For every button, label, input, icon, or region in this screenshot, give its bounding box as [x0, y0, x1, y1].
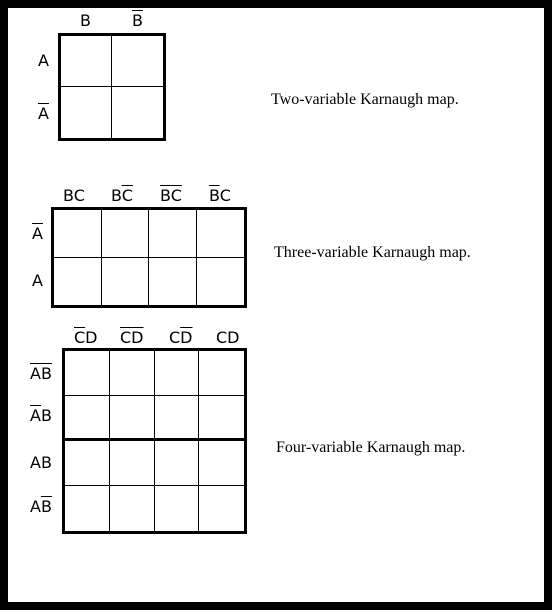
- map3-row-label-1: A: [32, 271, 43, 290]
- map3-row-label-0: $\overline{A}$: [32, 224, 43, 243]
- map2-row-label-1: $\overline{A}$: [38, 104, 49, 123]
- map3-cell: [197, 258, 245, 306]
- map4-cell: [65, 486, 110, 531]
- map4-cell: [65, 396, 110, 441]
- map4-row-label-2: AB: [30, 453, 52, 472]
- map2-row-label-0: A: [38, 51, 49, 70]
- map4-col-label-1: $\overline{C}\overline{D}$: [120, 328, 144, 347]
- map4-grid: [62, 348, 247, 534]
- map2-cell: [112, 36, 163, 87]
- map2-col-label-0: B: [80, 11, 91, 30]
- map2-grid: [58, 33, 166, 141]
- map3-grid: [51, 207, 247, 308]
- map3-cell: [197, 210, 245, 258]
- map2-col-label-1: $\overline{B}$: [132, 11, 143, 30]
- map4-cell: [110, 486, 155, 531]
- map3-col-label-1: $B\overline{C}$: [111, 186, 133, 205]
- map4-cell: [110, 441, 155, 486]
- map3-cell: [102, 210, 150, 258]
- map4-cell: [155, 396, 200, 441]
- map4-cell: [110, 396, 155, 441]
- map3-col-label-3: $\overline{B}C$: [209, 186, 231, 205]
- map2-cell: [112, 87, 163, 138]
- map3-caption: Three-variable Karnaugh map.: [274, 244, 471, 261]
- map3-cell: [54, 210, 102, 258]
- map3-cell: [149, 258, 197, 306]
- map2-cell: [61, 87, 112, 138]
- map4-row-label-0: $\overline{A}\overline{B}$: [30, 364, 52, 383]
- map3-cell: [54, 258, 102, 306]
- map2-caption: Two-variable Karnaugh map.: [271, 91, 459, 108]
- map4-cell: [65, 441, 110, 486]
- map4-cell: [155, 441, 200, 486]
- map4-col-label-2: $C\overline{D}$: [169, 328, 193, 347]
- map4-row-label-3: $A\overline{B}$: [30, 497, 52, 516]
- map3-col-label-0: BC: [63, 186, 85, 205]
- map4-cell: [199, 486, 244, 531]
- map4-caption: Four-variable Karnaugh map.: [276, 439, 466, 456]
- map4-cell: [199, 441, 244, 486]
- map3-cell: [149, 210, 197, 258]
- map4-cell: [155, 486, 200, 531]
- map4-cell: [110, 351, 155, 396]
- map4-cell: [199, 396, 244, 441]
- map4-cell: [199, 351, 244, 396]
- map3-col-label-2: $\overline{B}\overline{C}$: [160, 186, 182, 205]
- map4-cell: [65, 351, 110, 396]
- map2-cell: [61, 36, 112, 87]
- map4-cell: [155, 351, 200, 396]
- map3-cell: [102, 258, 150, 306]
- map4-row-label-1: $\overline{A}B$: [30, 406, 52, 425]
- karnaugh-figure: [8, 8, 544, 602]
- map4-col-label-0: $\overline{C}D$: [74, 328, 98, 347]
- map4-col-label-3: CD: [216, 328, 240, 347]
